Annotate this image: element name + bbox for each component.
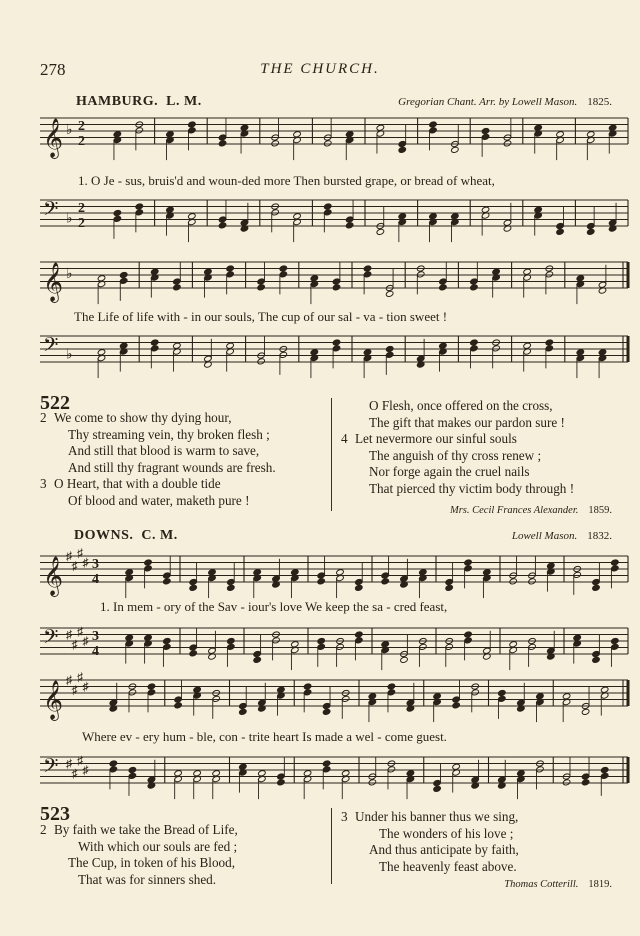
note-head <box>150 339 158 346</box>
note-head <box>492 268 500 275</box>
note-head <box>528 578 536 585</box>
note-head <box>125 634 133 641</box>
verse-text: O Flesh, once offered on the cross, <box>369 398 553 413</box>
note-head <box>166 131 174 138</box>
sharp-sign-icon: ♯ <box>82 763 89 777</box>
note-head <box>174 770 182 777</box>
hymn-number: 523 <box>40 803 70 825</box>
sharp-sign-icon: ♯ <box>71 682 78 697</box>
note-head <box>303 683 311 690</box>
verse-text: And still thy fragrant wounds are fresh. <box>68 459 276 475</box>
verse-line <box>40 476 276 493</box>
note-head <box>481 206 489 213</box>
verse-text: That was for sinners shed. <box>78 871 217 887</box>
verse-text: Nor forge again the cruel nails <box>369 464 530 480</box>
note-head <box>317 578 325 585</box>
lyric-line: 1. In mem - ory of the Sav - iour's love We keep the sa - cred feast, <box>100 599 448 614</box>
note-head <box>576 349 584 356</box>
verse-line <box>40 460 276 477</box>
note-head <box>592 584 600 591</box>
note-head <box>257 284 265 291</box>
verse-line <box>40 872 238 889</box>
author-year: 1819. <box>588 879 612 890</box>
hymn-number: 522 <box>40 392 70 414</box>
note-head <box>470 339 478 346</box>
composer-year: 1825. <box>587 96 612 108</box>
note-head <box>291 569 299 576</box>
note-head <box>258 770 266 777</box>
author-name: Thomas Cotterill. <box>504 879 579 890</box>
note-head <box>385 345 393 352</box>
verse-line <box>40 427 276 444</box>
note-head <box>419 569 427 576</box>
note-head <box>611 637 619 644</box>
tune-name-downs <box>74 528 178 544</box>
bass-clef-icon: 𝄢 <box>43 333 59 361</box>
note-head <box>336 569 344 576</box>
note-head <box>562 779 570 786</box>
note-head <box>481 127 489 134</box>
note-head <box>556 131 564 138</box>
note-head <box>398 213 406 220</box>
running-head: THE CHURCH. <box>260 61 380 77</box>
note-head <box>464 631 472 638</box>
note-head <box>166 206 174 213</box>
sharp-sign-icon: ♯ <box>77 753 83 768</box>
note-head <box>368 693 376 700</box>
note-head <box>498 689 506 696</box>
note-head <box>523 342 531 349</box>
author-name: Mrs. Cecil Frances Alexander. <box>449 505 579 516</box>
time-signature-top: 3 <box>92 557 99 572</box>
note-head <box>173 284 181 291</box>
verse-number: 2 <box>40 410 47 425</box>
note-head <box>322 760 330 767</box>
lyric-line: Where ev - ery hum - ble, con - trite heart Is made a wel - come guest. <box>82 729 447 744</box>
note-head <box>218 222 226 229</box>
note-head <box>109 760 117 767</box>
note-head <box>452 763 460 770</box>
note-head <box>189 584 197 591</box>
verse-text: The anguish of thy cross renew ; <box>369 447 542 463</box>
note-head <box>128 766 136 773</box>
note-head <box>218 140 226 147</box>
note-head <box>600 766 608 773</box>
verse-line <box>341 448 574 465</box>
time-signature-top: 2 <box>78 119 85 134</box>
column-divider <box>331 808 332 884</box>
note-head <box>253 569 261 576</box>
verse-line <box>341 398 574 415</box>
verse-line <box>341 859 519 876</box>
note-head <box>598 349 606 356</box>
note-head <box>271 140 279 147</box>
note-head <box>119 271 127 278</box>
verse-line <box>341 464 574 481</box>
verse-text: That pierced thy victim body through ! <box>369 480 575 496</box>
note-head <box>150 268 158 275</box>
verse-text: And still that blood is warm to save, <box>68 443 260 459</box>
note-head <box>556 228 564 235</box>
note-head <box>125 569 133 576</box>
time-signature-top: 3 <box>92 629 99 644</box>
verse-text: O Heart, that with a double tide <box>54 476 221 492</box>
treble-clef-icon: 𝄞 <box>43 262 64 302</box>
note-head <box>144 634 152 641</box>
verse-line <box>341 481 574 498</box>
note-head <box>163 578 171 585</box>
note-head <box>147 683 155 690</box>
note-head <box>439 342 447 349</box>
verse-text: The wonders of his love ; <box>379 825 514 841</box>
flat-sign-icon: ♭ <box>66 211 73 227</box>
page-number: 278 <box>40 60 66 79</box>
verse-column-right <box>341 809 519 875</box>
note-head <box>451 213 459 220</box>
note-head <box>592 656 600 663</box>
sharp-sign-icon: ♯ <box>66 673 72 687</box>
note-head <box>381 578 389 585</box>
note-head <box>291 641 299 648</box>
verse-text: With which our souls are fed ; <box>78 838 238 854</box>
note-head <box>385 290 393 297</box>
note-head <box>253 656 261 663</box>
treble-clef-icon: 𝄞 <box>43 556 64 596</box>
verse-column-left <box>40 410 276 510</box>
note-head <box>439 284 447 291</box>
note-head <box>193 770 201 777</box>
note-head <box>587 131 595 138</box>
sharp-sign-icon: ♯ <box>66 756 72 771</box>
note-head <box>483 569 491 576</box>
note-head <box>144 559 152 566</box>
verse-number: 4 <box>341 431 348 447</box>
sharp-sign-icon: ♯ <box>77 545 83 560</box>
time-signature-bottom: 4 <box>92 572 99 587</box>
note-head <box>509 578 517 585</box>
verse-line <box>341 415 574 432</box>
note-head <box>470 284 478 291</box>
column-divider <box>331 398 332 511</box>
verse-line <box>40 822 238 839</box>
note-head <box>239 708 247 715</box>
note-head <box>406 770 414 777</box>
verse-line <box>40 493 276 510</box>
verse-text: Thy streaming vein, thy broken flesh ; <box>68 426 270 442</box>
time-signature-bottom: 2 <box>78 216 85 231</box>
sharp-sign-icon: ♯ <box>71 558 78 573</box>
note-head <box>174 702 182 709</box>
note-head <box>581 708 589 715</box>
time-signature-top: 2 <box>78 201 85 216</box>
verse-text: Let nevermore our sinful souls <box>355 431 517 447</box>
note-head <box>257 358 265 365</box>
note-head <box>204 268 212 275</box>
flat-sign-icon: ♭ <box>66 347 73 363</box>
note-head <box>600 686 608 693</box>
treble-clef-icon: 𝄞 <box>43 118 64 158</box>
tune-meter: L. M. <box>166 94 202 109</box>
note-head <box>97 275 105 282</box>
note-head <box>277 779 285 786</box>
note-head <box>509 641 517 648</box>
note-head <box>341 770 349 777</box>
note-head <box>387 683 395 690</box>
verse-line <box>341 809 519 826</box>
tune-name-text: DOWNS. <box>74 528 134 543</box>
note-head <box>433 693 441 700</box>
note-head <box>376 124 384 131</box>
verse-text: Of blood and water, maketh pure ! <box>68 492 250 508</box>
note-head <box>227 637 235 644</box>
note-head <box>523 268 531 275</box>
note-head <box>310 275 318 282</box>
tune-meter: C. M. <box>141 528 178 543</box>
note-head <box>534 206 542 213</box>
note-head <box>97 349 105 356</box>
note-head <box>517 770 525 777</box>
note-head <box>324 203 332 210</box>
tune-name-text: HAMBURG. <box>76 94 159 109</box>
lyric-line: The Life of life with - in our souls, The cup of our sal - va - tion sweet ! <box>74 309 448 324</box>
flat-sign-icon: ♭ <box>66 123 73 138</box>
verse-text: Under his banner thus we sing, <box>355 809 519 824</box>
note-head <box>547 562 555 569</box>
note-head <box>545 339 553 346</box>
note-head <box>119 342 127 349</box>
note-head <box>332 284 340 291</box>
verse-column-left <box>40 822 238 888</box>
author-year: 1859. <box>588 505 612 516</box>
time-signature-bottom: 4 <box>92 644 99 659</box>
note-head <box>452 702 460 709</box>
sharp-sign-icon: ♯ <box>77 624 83 639</box>
note-head <box>355 584 363 591</box>
note-head <box>277 686 285 693</box>
note-head <box>345 131 353 138</box>
sharp-sign-icon: ♯ <box>66 627 72 642</box>
verse-number: 2 <box>40 822 47 837</box>
note-head <box>135 203 143 210</box>
sharp-sign-icon: ♯ <box>82 555 89 570</box>
note-head <box>451 146 459 153</box>
time-signature-bottom: 2 <box>78 134 85 149</box>
hymn-author-credit <box>504 879 612 890</box>
treble-clef-icon: 𝄞 <box>43 680 64 720</box>
note-head <box>363 265 371 272</box>
verse-line <box>40 443 276 460</box>
note-head <box>363 349 371 356</box>
note-head <box>188 213 196 220</box>
note-head <box>193 686 201 693</box>
note-head <box>400 656 408 663</box>
note-head <box>113 131 121 138</box>
verse-text: The gift that makes our pardon sure ! <box>369 414 565 430</box>
verse-number: 3 <box>40 476 47 492</box>
note-head <box>293 213 301 220</box>
verse-line <box>40 410 276 427</box>
note-head <box>368 779 376 786</box>
note-head <box>239 763 247 770</box>
hymn-author-credit <box>450 505 612 516</box>
verse-line <box>341 826 519 843</box>
verse-column-right <box>341 398 574 498</box>
bass-clef-icon: 𝄢 <box>43 197 59 225</box>
note-head <box>429 121 437 128</box>
verse-text: The heavenly feast above. <box>379 858 517 874</box>
lyric-line: 1. O Je - sus, bruis'd and woun-ded more Then bursted grape, or bread of wheat, <box>78 173 495 188</box>
note-head <box>303 770 311 777</box>
verse-text: The Cup, in token of his Blood, <box>68 855 236 871</box>
note-head <box>332 339 340 346</box>
note-head <box>355 631 363 638</box>
composer-year: 1832. <box>587 530 612 542</box>
composer-credit: Lowell Mason. <box>511 530 578 542</box>
note-head <box>293 131 301 138</box>
sharp-sign-icon: ♯ <box>82 634 89 648</box>
note-head <box>398 146 406 153</box>
note-head <box>581 779 589 786</box>
note-head <box>226 342 234 349</box>
note-head <box>226 265 234 272</box>
note-head <box>208 569 216 576</box>
note-head <box>433 785 441 792</box>
note-head <box>113 209 121 216</box>
music-credit-downs <box>512 530 612 542</box>
sharp-sign-icon: ♯ <box>77 669 83 684</box>
note-head <box>608 124 616 131</box>
note-head <box>240 124 248 131</box>
note-head <box>310 349 318 356</box>
sharp-sign-icon: ♯ <box>71 766 78 781</box>
note-head <box>227 584 235 591</box>
note-head <box>562 693 570 700</box>
verse-text: We come to show thy dying hour, <box>54 410 232 425</box>
note-head <box>322 708 330 715</box>
note-head <box>345 222 353 229</box>
note-head <box>189 650 197 657</box>
sharp-sign-icon: ♯ <box>71 637 78 652</box>
note-head <box>534 124 542 131</box>
sharp-sign-icon: ♯ <box>82 679 89 694</box>
note-head <box>212 770 220 777</box>
note-head <box>587 228 595 235</box>
note-head <box>163 637 171 644</box>
bass-clef-icon: 𝄢 <box>43 754 59 782</box>
note-head <box>503 140 511 147</box>
note-head <box>611 559 619 566</box>
note-head <box>445 584 453 591</box>
note-head <box>317 637 325 644</box>
note-head <box>573 634 581 641</box>
note-head <box>173 342 181 349</box>
note-head <box>381 641 389 648</box>
verse-line <box>40 855 238 872</box>
verse-line <box>341 431 574 448</box>
note-head <box>279 265 287 272</box>
verse-text: By faith we take the Bread of Life, <box>54 822 238 837</box>
note-head <box>536 693 544 700</box>
composer-credit: Gregorian Chant. Arr. by Lowell Mason. <box>398 96 578 108</box>
bass-clef-icon: 𝄢 <box>43 625 59 653</box>
verse-line <box>40 839 238 856</box>
note-head <box>324 140 332 147</box>
verse-text: And thus anticipate by faith, <box>369 842 519 858</box>
note-head <box>188 121 196 128</box>
note-head <box>464 559 472 566</box>
verse-number: 3 <box>341 809 348 824</box>
note-head <box>576 275 584 282</box>
note-head <box>376 228 384 235</box>
sharp-sign-icon: ♯ <box>66 549 72 563</box>
verse-line <box>341 842 519 859</box>
flat-sign-icon: ♭ <box>66 267 73 282</box>
note-head <box>429 213 437 220</box>
